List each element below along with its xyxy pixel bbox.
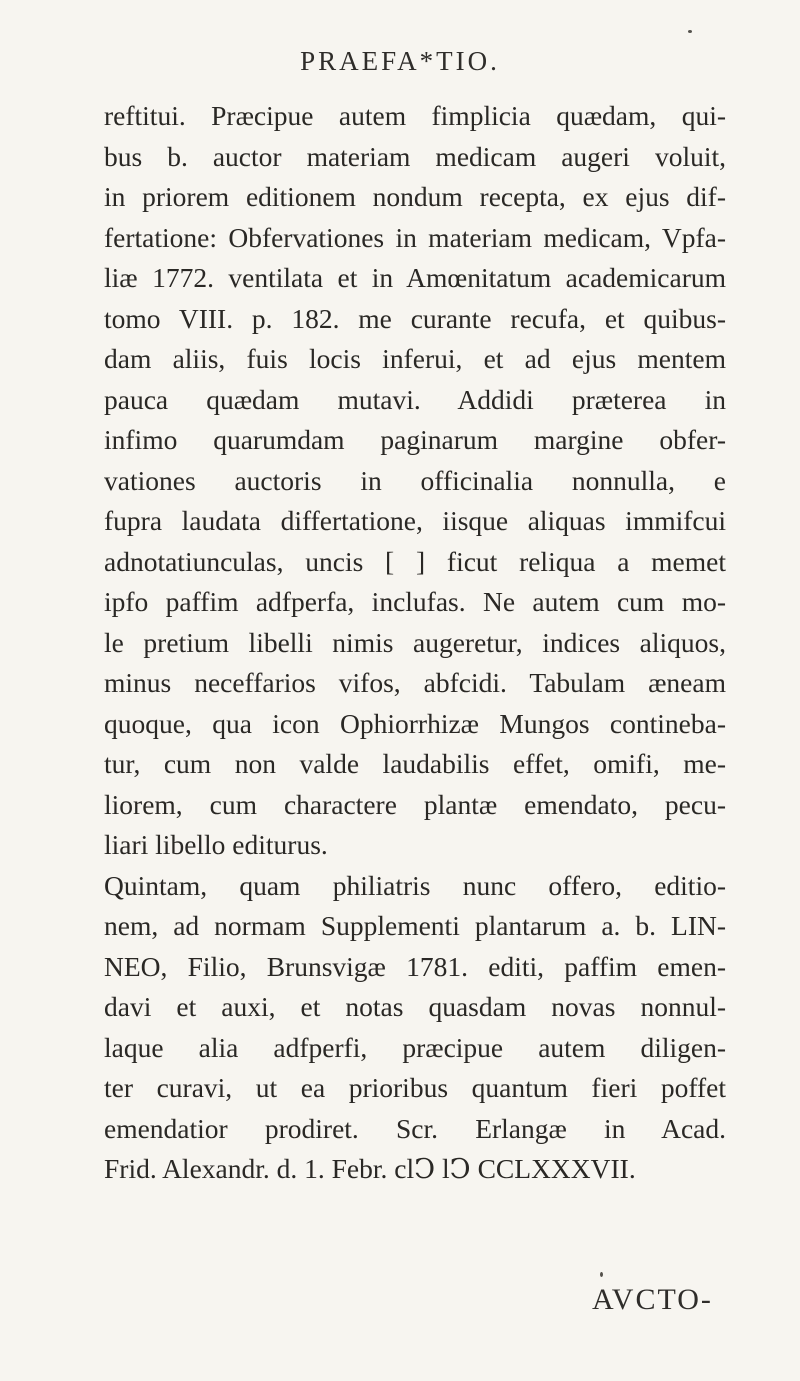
body-text xyxy=(104,96,726,1190)
text-line: liorem, cum charactere plantæ emendato, pecu- xyxy=(104,788,726,820)
text-line: tomo VIII. p. 182. me curante recufa, et quibus- xyxy=(104,302,726,334)
text-line: davi et auxi, et notas quasdam novas nonnul- xyxy=(104,991,726,1022)
text-line: bus b. auctor materiam medicam augeri voluit, xyxy=(104,140,726,172)
text-line: in priorem editionem nondum recepta, ex ejus dif- xyxy=(104,181,726,212)
text-line: fupra laudata differtatione, iisque aliquas immifcui xyxy=(104,505,726,536)
text-line: vationes auctoris in officinalia nonnulla, e xyxy=(104,464,726,496)
text-line: Quintam, quam philiatris nunc offero, editio- xyxy=(104,869,726,901)
text-line: quoque, qua icon Ophiorrhizæ Mungos contineba- xyxy=(104,707,726,739)
text-line: ipfo paffim adfperfa, inclufas. Ne autem cum mo- xyxy=(104,586,726,617)
text-line: dam aliis, fuis locis inferui, et ad ejus mentem xyxy=(104,343,726,374)
text-line: infimo quarumdam paginarum margine obfer- xyxy=(104,424,726,455)
catchword: AVCTO- xyxy=(592,1283,713,1316)
text-line: NEO, Filio, Brunsvigæ 1781. editi, paffim emen- xyxy=(104,950,726,982)
text-line: emendatior prodiret. Scr. Erlangæ in Acad. xyxy=(104,1112,726,1144)
running-head: PRAEFA*TIO. xyxy=(300,46,500,76)
ink-speck xyxy=(600,1272,603,1277)
text-line: adnotatiunculas, uncis [ ] ficut reliqua a memet xyxy=(104,545,726,577)
text-line: Frid. Alexandr. d. 1. Febr. clↃ lↃ CCLXXXVII. xyxy=(104,1153,636,1184)
text-line: fertatione: Obfervationes in materiam medicam, Vpfa- xyxy=(104,221,726,253)
text-line: minus neceffarios vifos, abfcidi. Tabulam æneam xyxy=(104,667,726,698)
text-line: pauca quædam mutavi. Addidi præterea in xyxy=(104,383,726,415)
text-line: liari libello editurus. xyxy=(104,829,328,860)
text-line: nem, ad normam Supplementi plantarum a. b. LIN- xyxy=(104,910,726,941)
text-line: laque alia adfperfi, præcipue autem diligen- xyxy=(104,1031,726,1063)
text-line: le pretium libelli nimis augeretur, indices aliquos, xyxy=(104,626,726,658)
ink-speck xyxy=(688,30,692,33)
text-line: tur, cum non valde laudabilis effet, omifi, me- xyxy=(104,748,726,779)
text-line: liæ 1772. ventilata et in Amœnitatum academicarum xyxy=(104,262,726,293)
text-line: ter curavi, ut ea prioribus quantum fieri poffet xyxy=(104,1072,726,1103)
text-line: reftitui. Præcipue autem fimplicia quædam, qui- xyxy=(104,100,726,131)
